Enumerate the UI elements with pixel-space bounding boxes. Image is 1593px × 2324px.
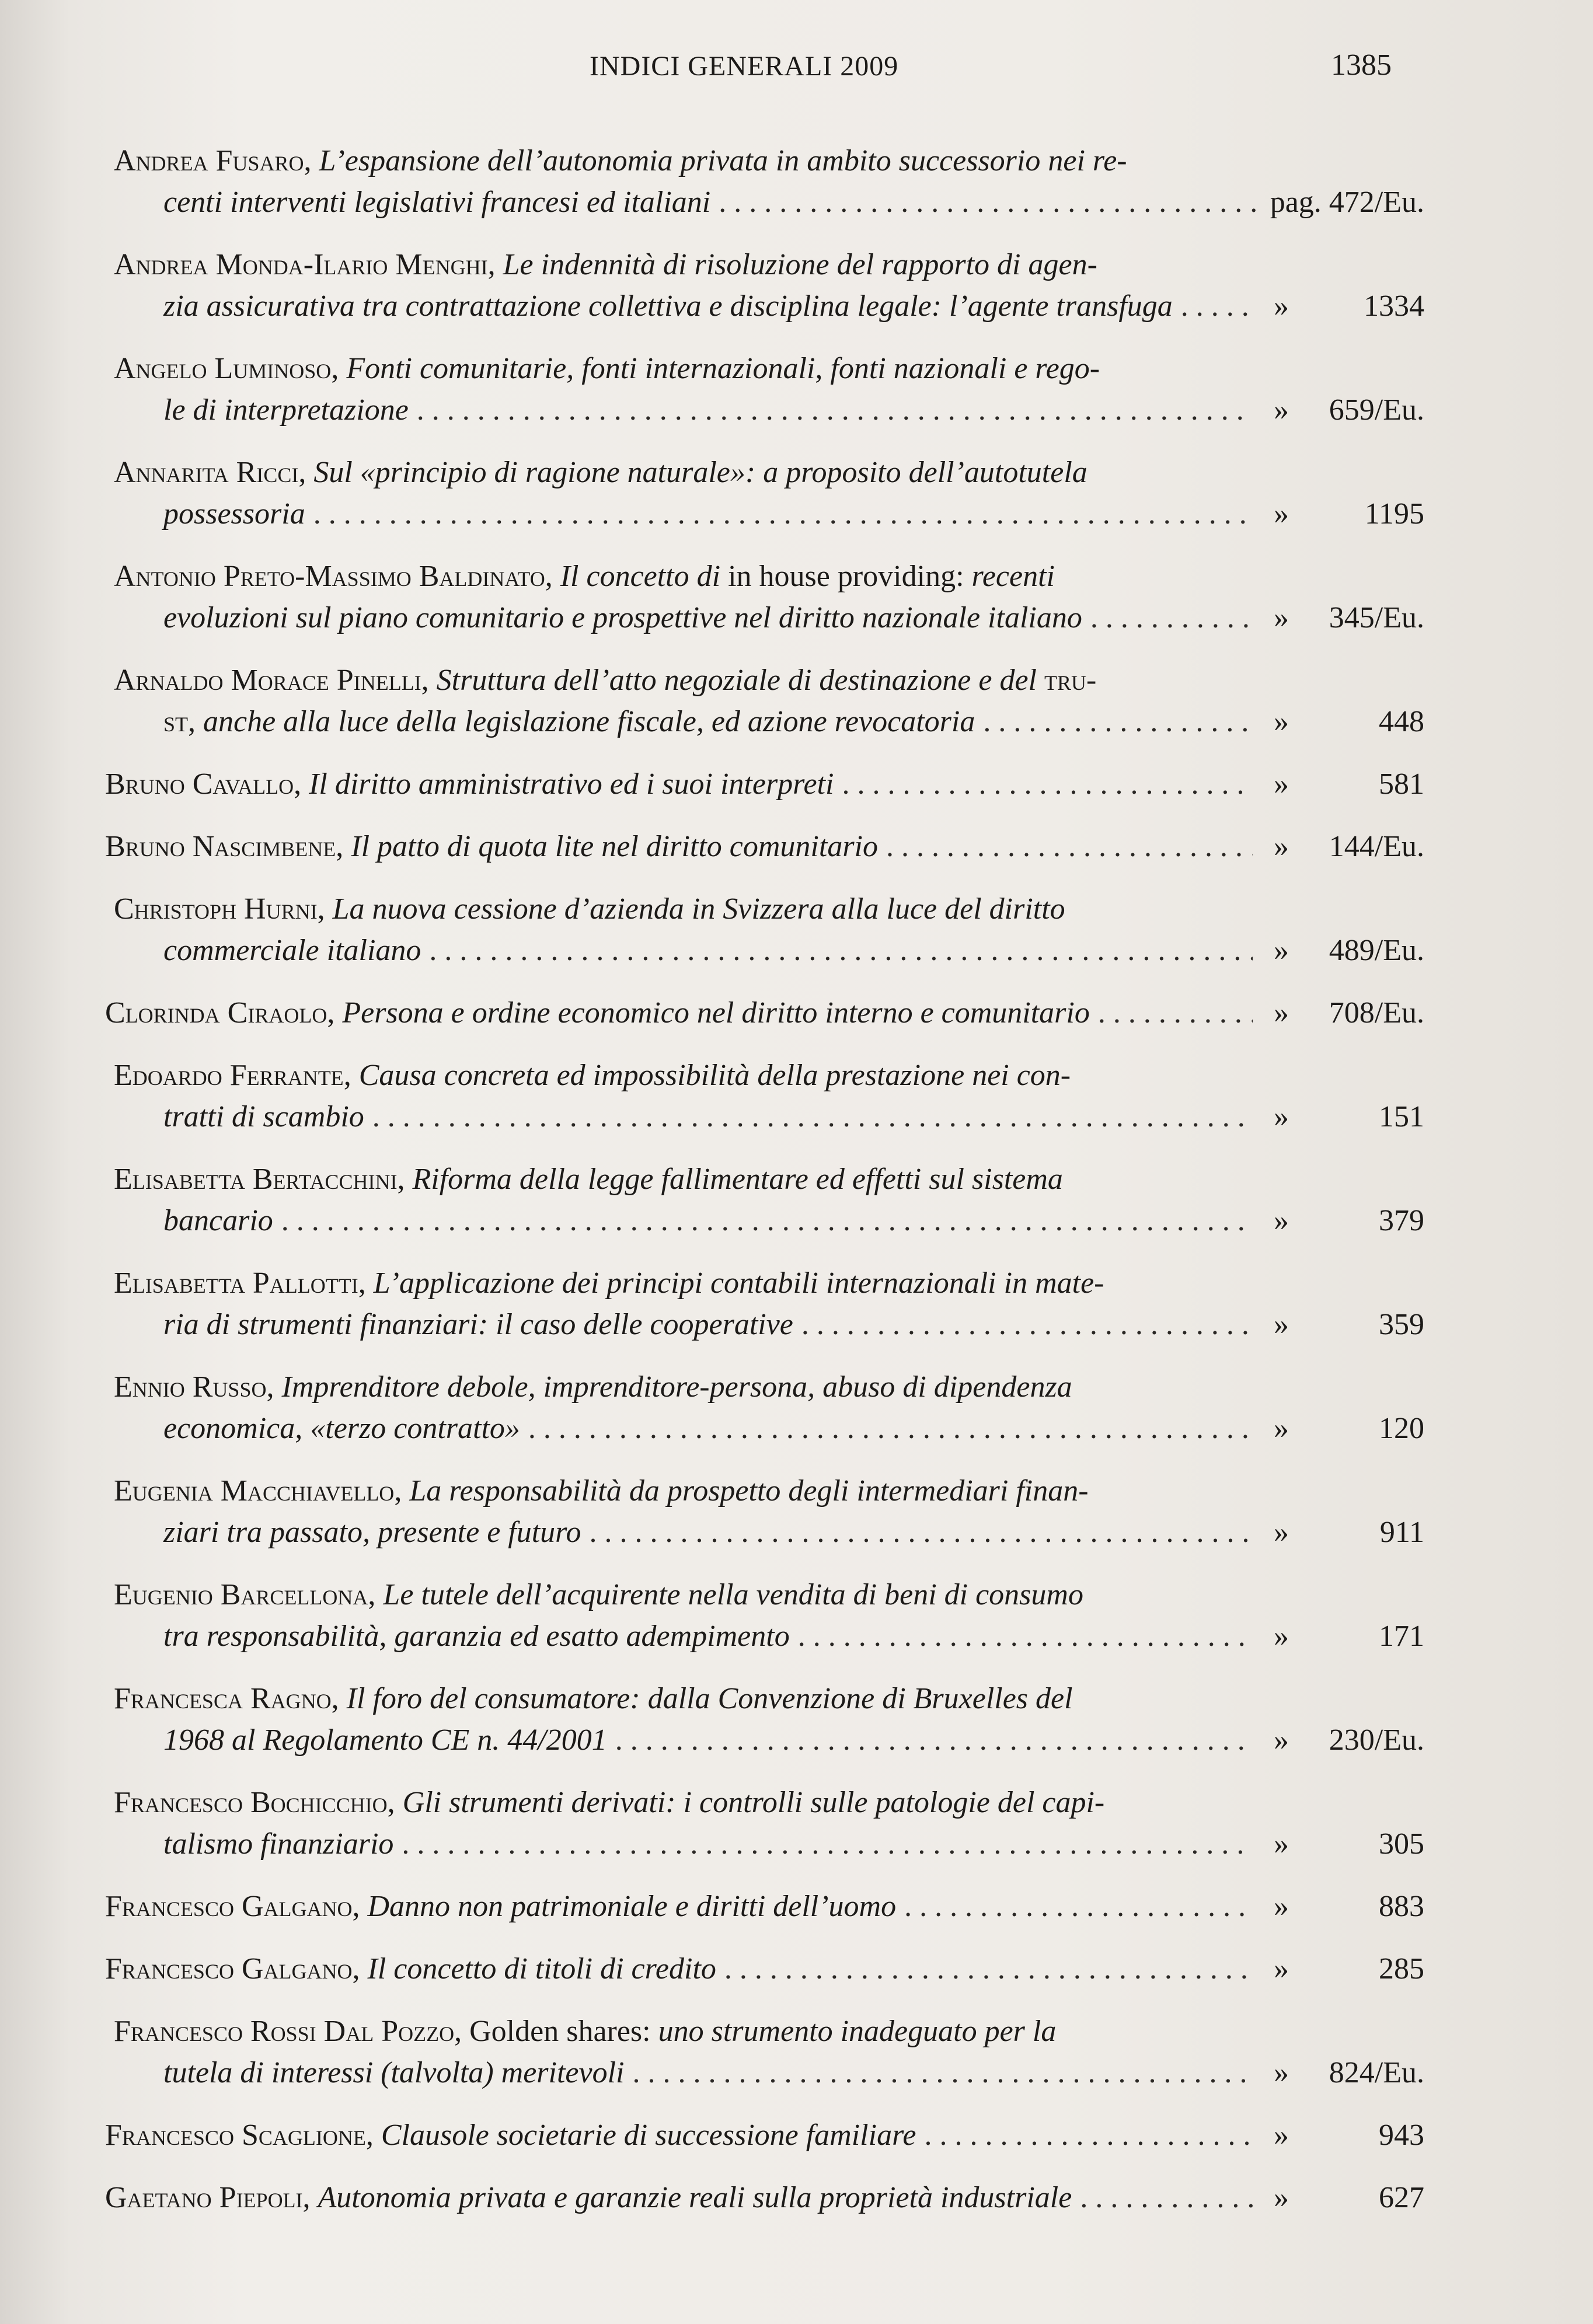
ditto-mark: » xyxy=(1274,1308,1289,1341)
entry-title: Autonomia privata e garanzie reali sulla proprietà industriale xyxy=(318,2181,1072,2214)
index-entry: Bruno Nascimbene , Il patto di quota lite nel diritto comunitario . . . » 144/Eu. xyxy=(88,826,1424,867)
index-entry: Antonio Preto-Massimo Baldinato, Il concetto di in house providing: recenti evoluzioni sul piano comunitario e prospettive nel diritto nazionale italiano . . . » 345/Eu. xyxy=(88,556,1424,638)
entry-page: 824/Eu. xyxy=(1329,2056,1424,2089)
entry-page: 151 xyxy=(1379,1100,1424,1133)
index-entry: Andrea Monda-Ilario Menghi, Le indennità di risoluzione del rapporto di agen- zia assicurativa tra contrattazione collettiva e disciplina legale: l’agente transfuga . . . » 1334 xyxy=(88,244,1424,327)
leader-dots xyxy=(313,493,1253,535)
index-entry: Angelo Luminoso, Fonti comunitarie, fonti internazionali, fonti nazionali e rego- le di interpretazione . . . » 659/Eu. xyxy=(88,348,1424,431)
leader-dots xyxy=(801,1304,1253,1345)
index-entry: Francesco Scaglione , Clausole societarie di successione familiare . . . » 943 xyxy=(88,2114,1424,2156)
entry-author: Elisabetta Pallotti xyxy=(114,1266,358,1300)
entry-title-cont: commerciale italiano xyxy=(163,934,421,967)
ditto-mark: » xyxy=(1274,2181,1289,2214)
entry-page: 581 xyxy=(1379,767,1424,801)
entry-page: 883 xyxy=(1379,1890,1424,1923)
entry-page: pag. 472/Eu. xyxy=(1270,186,1424,219)
ditto-mark: » xyxy=(1274,393,1289,427)
entry-author: Andrea Monda-Ilario Menghi xyxy=(114,248,488,281)
leader-dots xyxy=(429,930,1253,971)
ditto-mark: » xyxy=(1274,1890,1289,1923)
entry-author: Bruno Nascimbene xyxy=(105,830,336,863)
entry-title-roman: in house providing: xyxy=(728,560,964,593)
entry-author: Francesco Rossi Dal Pozzo xyxy=(114,2015,455,2048)
leader-dots xyxy=(615,1719,1253,1761)
index-entry: Eugenia Macchiavello, La responsabilità da prospetto degli intermediari finan- ziari tra passato, presente e futuro . . . » 911 xyxy=(88,1470,1424,1553)
index-entry: Annarita Ricci, Sul «principio di ragione naturale»: a proposito dell’autotutela possessoria . . . » 1195 xyxy=(88,452,1424,535)
running-title: INDICI GENERALI 2009 xyxy=(590,51,899,82)
entry-page: 144/Eu. xyxy=(1329,830,1424,863)
leader-dots xyxy=(1090,597,1253,638)
index-entry: Elisabetta Bertacchini, Riforma della legge fallimentare ed effetti sul sistema bancario . . . » 379 xyxy=(88,1158,1424,1241)
index-entry: Edoardo Ferrante, Causa concreta ed impossibilità della prestazione nei con- tratti di scambio . . . » 151 xyxy=(88,1055,1424,1137)
entry-author: Edoardo Ferrante xyxy=(114,1059,344,1092)
entry-title-cont: bancario xyxy=(163,1204,273,1237)
entry-page: 345/Eu. xyxy=(1329,601,1424,634)
index-entry: Gaetano Piepoli , Autonomia privata e garanzie reali sulla proprietà industriale . . . » 627 xyxy=(88,2177,1424,2218)
leader-dots xyxy=(402,1823,1253,1865)
entry-title: Riforma della legge fallimentare ed effetti sul sistema xyxy=(412,1163,1063,1196)
entry-title: Il concetto di titoli di credito xyxy=(367,1952,716,1985)
ditto-mark: » xyxy=(1274,1952,1289,1985)
entry-title: Le tutele dell’acquirente nella vendita di beni di consumo xyxy=(383,1578,1083,1611)
ditto-mark: » xyxy=(1274,1516,1289,1549)
entry-title-cont: 1968 al Regolamento CE n. 44/2001 xyxy=(163,1723,607,1757)
leader-dots xyxy=(924,2114,1253,2156)
entry-author: Annarita Ricci xyxy=(114,456,299,489)
entry-title-cont: economica, «terzo contratto» xyxy=(163,1412,520,1445)
entry-page: 359 xyxy=(1379,1308,1424,1341)
entry-title-cont: tratti di scambio xyxy=(163,1100,364,1133)
leader-dots xyxy=(1181,285,1253,327)
entry-title-cont: ziari tra passato, presente e futuro xyxy=(163,1516,581,1549)
ditto-mark: » xyxy=(1274,1620,1289,1653)
ditto-mark: » xyxy=(1274,2056,1289,2089)
leader-dots xyxy=(886,826,1253,867)
ditto-mark: » xyxy=(1274,1723,1289,1757)
ditto-mark: » xyxy=(1274,934,1289,967)
entry-page: 285 xyxy=(1379,1952,1424,1985)
entry-author: Antonio Preto-Massimo Baldinato xyxy=(114,560,545,593)
entry-page: 627 xyxy=(1379,2181,1424,2214)
ditto-mark: » xyxy=(1274,289,1289,323)
entry-author: Gaetano Piepoli xyxy=(105,2181,303,2214)
index-entry: Francesco Bochicchio, Gli strumenti derivati: i controlli sulle patologie del capi- talismo finanziario . . . » 305 xyxy=(88,1782,1424,1865)
index-entry: Andrea Fusaro, L’espansione dell’autonomia privata in ambito successorio nei re- centi interventi legislativi francesi ed italiani . . . pag. 472/Eu. xyxy=(88,140,1424,223)
entry-page: 911 xyxy=(1379,1516,1424,1549)
leader-dots xyxy=(281,1200,1253,1241)
entry-title: Il foro del consumatore: dalla Convenzione di Bruxelles del xyxy=(346,1682,1073,1715)
index-entry: Eugenio Barcellona, Le tutele dell’acquirente nella vendita di beni di consumo tra responsabilità, garanzia ed esatto adempimento . . . » 171 xyxy=(88,1574,1424,1657)
leader-dots xyxy=(372,1096,1253,1137)
entry-author: Francesco Scaglione xyxy=(105,2119,366,2152)
entry-title-cont: centi interventi legislativi francesi ed italiani xyxy=(163,186,711,219)
ditto-mark: » xyxy=(1274,1412,1289,1445)
entry-title: Struttura dell’atto negoziale di destinazione e del xyxy=(436,664,1037,697)
entry-title: L’espansione dell’autonomia privata in ambito successorio nei re- xyxy=(319,144,1127,177)
entry-title-roman: Golden shares: xyxy=(469,2015,651,2048)
leader-dots xyxy=(904,1886,1253,1927)
entry-title: uno strumento inadeguato per la xyxy=(658,2015,1057,2048)
leader-dots xyxy=(632,2052,1253,2093)
page-number: 1385 xyxy=(1331,48,1392,82)
entry-page: 708/Eu. xyxy=(1329,996,1424,1030)
index-entry: Francesca Ragno, Il foro del consumatore: dalla Convenzione di Bruxelles del 1968 al Regolamento CE n. 44/2001 . . . » 230/Eu. xyxy=(88,1678,1424,1761)
index-entry: Elisabetta Pallotti, L’applicazione dei principi contabili internazionali in mate- ria di strumenti finanziari: il caso delle cooperative . . . » 359 xyxy=(88,1262,1424,1345)
ditto-mark: » xyxy=(1274,1100,1289,1133)
entry-title-cont: possessoria xyxy=(163,497,305,531)
entry-page: 1334 xyxy=(1364,289,1424,323)
entry-title-cont: tutela di interessi (talvolta) meritevoli xyxy=(163,2056,625,2089)
entry-page: 379 xyxy=(1379,1204,1424,1237)
ditto-mark: » xyxy=(1274,497,1289,531)
entry-title: Fonti comunitarie, fonti internazionali, fonti nazionali e rego- xyxy=(346,352,1100,385)
entry-page: 120 xyxy=(1379,1412,1424,1445)
entry-page: 230/Eu. xyxy=(1329,1723,1424,1757)
entry-author: Eugenio Barcellona xyxy=(114,1578,368,1611)
entry-title-post: recenti xyxy=(971,560,1055,593)
leader-dots xyxy=(589,1512,1253,1553)
index-entry: Francesco Galgano , Danno non patrimoniale e diritti dell’uomo . . . » 883 xyxy=(88,1886,1424,1927)
entry-page: 943 xyxy=(1379,2119,1424,2152)
ditto-mark: » xyxy=(1274,830,1289,863)
entry-author: Francesca Ragno xyxy=(114,1682,332,1715)
leader-dots xyxy=(1080,2177,1253,2218)
entry-title-roman: st, xyxy=(163,705,196,738)
entry-title: Le indennità di risoluzione del rapporto di agen- xyxy=(503,248,1097,281)
entry-title: Causa concreta ed impossibilità della prestazione nei con- xyxy=(358,1059,1071,1092)
index-entry: Francesco Rossi Dal Pozzo, Golden shares: uno strumento inadeguato per la tutela di interessi (talvolta) meritevoli . . . » 824/Eu. xyxy=(88,2011,1424,2093)
entry-title: Danno non patrimoniale e diritti dell’uomo xyxy=(367,1890,897,1923)
ditto-mark: » xyxy=(1274,705,1289,738)
entry-title: La responsabilità da prospetto degli intermediari finan- xyxy=(409,1474,1089,1508)
running-head xyxy=(0,46,1593,92)
entry-author: Andrea Fusaro xyxy=(114,144,304,177)
index-entry: Francesco Galgano , Il concetto di titoli di credito . . . » 285 xyxy=(88,1948,1424,1990)
entry-author: Elisabetta Bertacchini xyxy=(114,1163,398,1196)
entry-page: 659/Eu. xyxy=(1329,393,1424,427)
entry-author: Angelo Luminoso xyxy=(114,352,332,385)
entry-title-roman: tru- xyxy=(1044,664,1097,697)
entry-title: Gli strumenti derivati: i controlli sulle patologie del capi- xyxy=(402,1786,1105,1819)
index-entries xyxy=(88,140,1424,2239)
entry-title: L’applicazione dei principi contabili internazionali in mate- xyxy=(373,1266,1104,1300)
index-entry: Bruno Cavallo , Il diritto amministrativo ed i suoi interpreti . . . » 581 xyxy=(88,763,1424,805)
leader-dots xyxy=(719,182,1258,223)
entry-title: Sul «principio di ragione naturale»: a proposito dell’autotutela xyxy=(313,456,1087,489)
leader-dots xyxy=(724,1948,1253,1990)
entry-page: 448 xyxy=(1379,705,1424,738)
ditto-mark: » xyxy=(1274,996,1289,1030)
entry-title-cont: ria di strumenti finanziari: il caso delle cooperative xyxy=(163,1308,793,1341)
entry-author: Francesco Bochicchio xyxy=(114,1786,388,1819)
ditto-mark: » xyxy=(1274,601,1289,634)
ditto-mark: » xyxy=(1274,1204,1289,1237)
index-entry: Clorinda Ciraolo , Persona e ordine economico nel diritto interno e comunitario . . . » 708/Eu. xyxy=(88,992,1424,1034)
entry-title-cont: talismo finanziario xyxy=(163,1827,394,1861)
leader-dots xyxy=(798,1615,1253,1657)
entry-page: 1195 xyxy=(1364,497,1424,531)
entry-page: 171 xyxy=(1379,1620,1424,1653)
entry-title: Persona e ordine economico nel diritto interno e comunitario xyxy=(342,996,1090,1030)
entry-author: Eugenia Macchiavello xyxy=(114,1474,395,1508)
index-entry: Arnaldo Morace Pinelli, Struttura dell’atto negoziale di destinazione e del tru- st, anche alla luce della legislazione fiscale, ed azione revocatoria . . . » 448 xyxy=(88,659,1424,742)
index-entry: Christoph Hurni, La nuova cessione d’azienda in Svizzera alla luce del diritto commerciale italiano . . . » 489/Eu. xyxy=(88,888,1424,971)
entry-author: Clorinda Ciraolo xyxy=(105,996,327,1030)
entry-author: Christoph Hurni xyxy=(114,892,318,926)
entry-author: Francesco Galgano xyxy=(105,1952,353,1985)
entry-title-cont: le di interpretazione xyxy=(163,393,409,427)
entry-title: Clausole societarie di successione familiare xyxy=(381,2119,916,2152)
index-entry: Ennio Russo, Imprenditore debole, imprenditore-persona, abuso di dipendenza economica, «terzo contratto» . . . » 120 xyxy=(88,1366,1424,1449)
leader-dots xyxy=(1098,992,1253,1034)
entry-title: Il diritto amministrativo ed i suoi interpreti xyxy=(309,767,834,801)
entry-author: Francesco Galgano xyxy=(105,1890,353,1923)
entry-title: Imprenditore debole, imprenditore-persona, abuso di dipendenza xyxy=(281,1370,1072,1404)
entry-author: Arnaldo Morace Pinelli xyxy=(114,664,421,697)
entry-title: Il concetto di xyxy=(560,560,721,593)
entry-title-cont: zia assicurativa tra contrattazione collettiva e disciplina legale: l’agente transfuga xyxy=(163,289,1173,323)
ditto-mark: » xyxy=(1274,2119,1289,2152)
entry-author: Ennio Russo xyxy=(114,1370,267,1404)
ditto-mark: » xyxy=(1274,1827,1289,1861)
leader-dots xyxy=(842,763,1253,805)
leader-dots xyxy=(528,1408,1253,1449)
entry-title-cont: tra responsabilità, garanzia ed esatto adempimento xyxy=(163,1620,790,1653)
entry-title-cont: anche alla luce della legislazione fiscale, ed azione revocatoria xyxy=(203,705,975,738)
entry-title: La nuova cessione d’azienda in Svizzera alla luce del diritto xyxy=(332,892,1065,926)
entry-title-cont: evoluzioni sul piano comunitario e prospettive nel diritto nazionale italiano xyxy=(163,601,1082,634)
entry-page: 489/Eu. xyxy=(1329,934,1424,967)
entry-page: 305 xyxy=(1379,1827,1424,1861)
ditto-mark: » xyxy=(1274,767,1289,801)
leader-dots xyxy=(983,701,1253,742)
leader-dots xyxy=(417,389,1253,431)
entry-title: Il patto di quota lite nel diritto comunitario xyxy=(351,830,879,863)
entry-author: Bruno Cavallo xyxy=(105,767,294,801)
